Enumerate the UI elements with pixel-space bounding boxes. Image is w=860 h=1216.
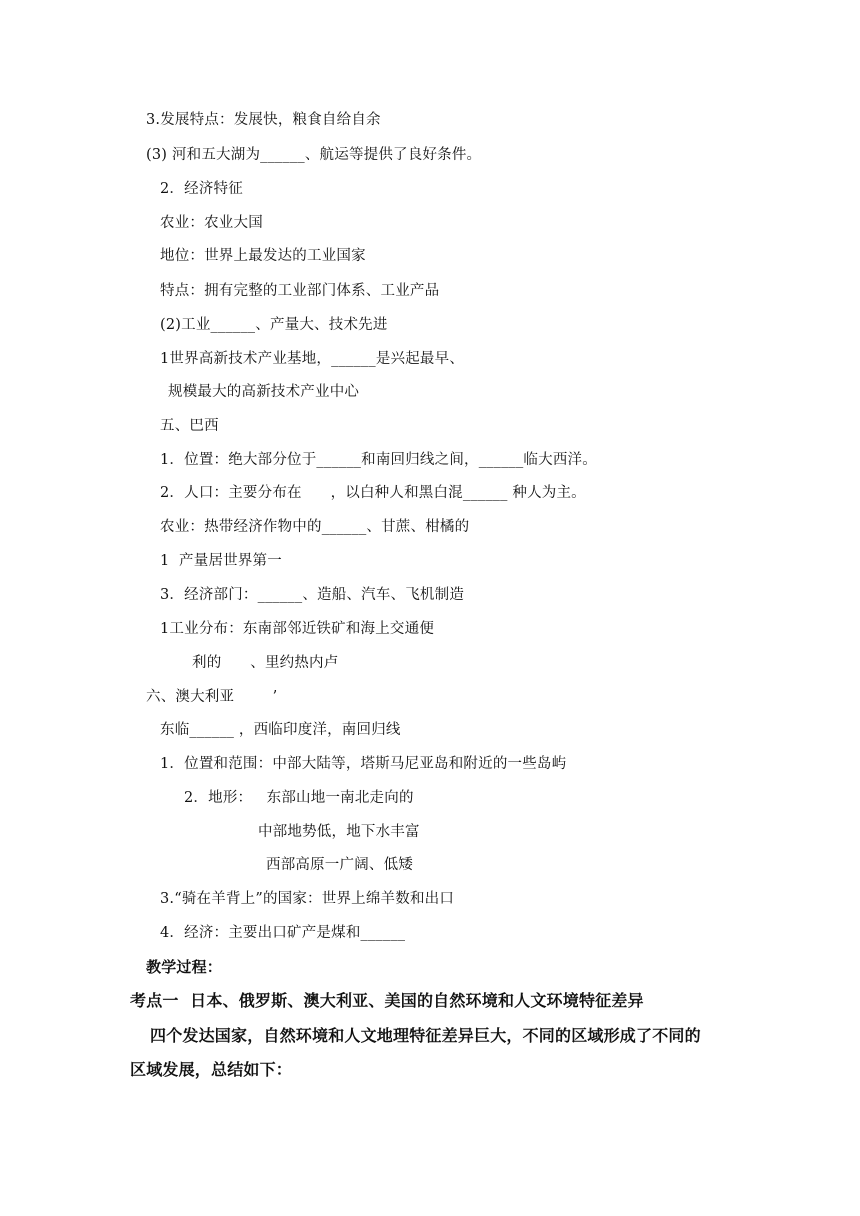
- text-line: 1 产量居世界第一: [160, 553, 282, 569]
- text-line: 特点：拥有完整的工业部门体系、工业产品: [160, 283, 440, 299]
- text-line: 利的 、里约热内卢: [192, 655, 339, 671]
- teaching-process-heading: 教学过程：: [146, 958, 223, 976]
- section-heading-australia: 六、澳大利亚 ’: [146, 689, 278, 705]
- text-line: 中部地势低，地下水丰富: [258, 824, 420, 840]
- text-line: 农业：热带经济作物中的______、甘蔗、柑橘的: [160, 519, 470, 535]
- text-line: 2．经济特征: [160, 181, 243, 197]
- text-line: (2)工业______、产量大、技术先进: [160, 317, 388, 333]
- text-line: 1工业分布：东南部邻近铁矿和海上交通便: [160, 621, 435, 637]
- text-line: 1．位置：绝大部分位于______和南回归线之间，______临大西洋。: [160, 452, 597, 468]
- topic-title: 考点一 日本、俄罗斯、澳大利亚、美国的自然环境和人文环境特征差异: [130, 991, 644, 1010]
- text-line: 4．经济：主要出口矿产是煤和______: [160, 925, 406, 941]
- text-line: 3．经济部门：______、造船、汽车、飞机制造: [160, 587, 465, 603]
- text-line: 地位：世界上最发达的工业国家: [160, 248, 366, 264]
- text-line: 2．地形： 东部山地一南北走向的: [184, 790, 414, 806]
- text-line: (3) 河和五大湖为______、航运等提供了良好条件。: [146, 147, 482, 163]
- text-line: 2．人口：主要分布在 ，以白种人和黑白混______ 种人为主。: [160, 485, 586, 501]
- paragraph-line-2: 区域发展，总结如下：: [130, 1060, 293, 1079]
- text-line: 3.发展特点：发展快，粮食自给自余: [146, 112, 381, 128]
- section-heading-brazil: 五、巴西: [160, 418, 219, 434]
- text-line: 1．位置和范围：中部大陆等，塔斯马尼亚岛和附近的一些岛屿: [160, 756, 567, 772]
- paragraph-line-1: 四个发达国家，自然环境和人文地理特征差异巨大，不同的区域形成了不同的: [150, 1026, 701, 1045]
- text-line: 东临______ ，西临印度洋，南回归线: [160, 722, 401, 738]
- text-line: 规模最大的高新技术产业中心: [168, 384, 360, 400]
- text-line: 农业：农业大国: [160, 215, 263, 231]
- text-line: 1世界高新技术产业基地，______是兴起最早、: [160, 351, 465, 367]
- text-line: 3.“骑在羊背上”的国家：世界上绵羊数和出口: [160, 891, 455, 907]
- text-line: 西部高原一广阔、低矮: [266, 857, 413, 873]
